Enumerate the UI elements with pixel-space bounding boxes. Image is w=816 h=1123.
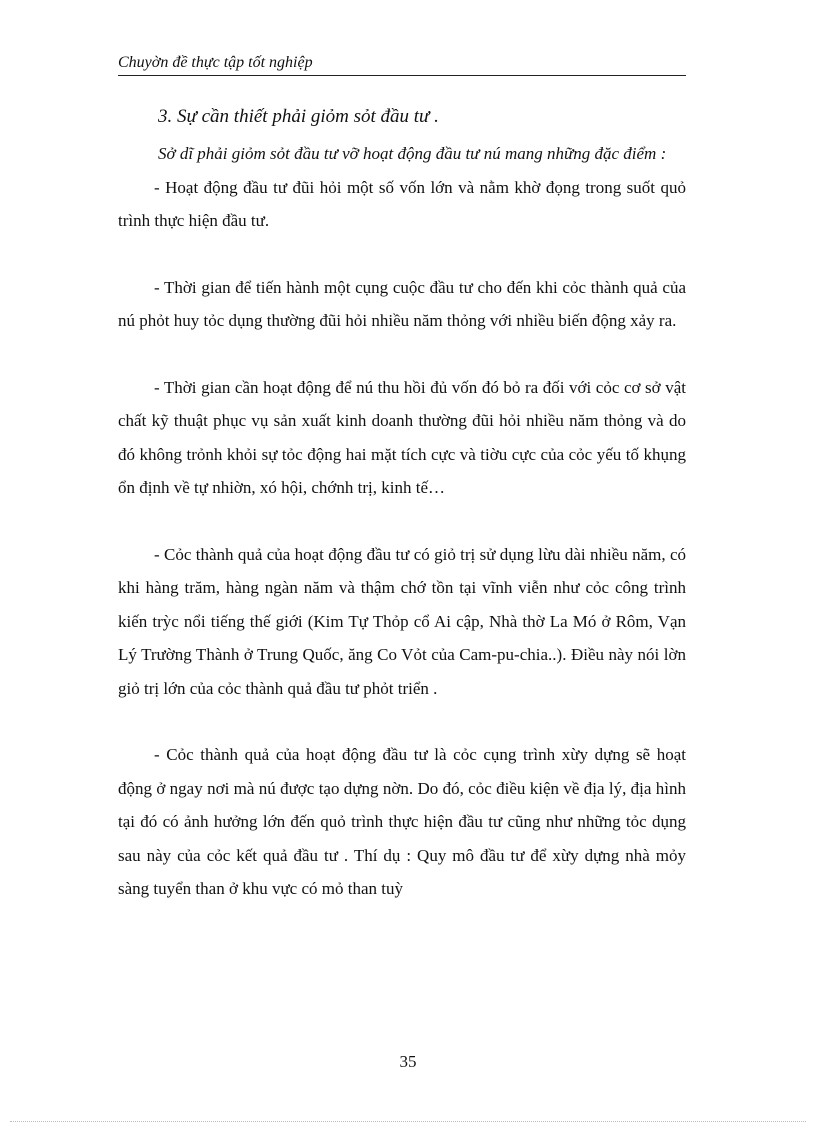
paragraph-3: - Thời gian cần hoạt động để nú thu hồi đủ vốn đó bỏ ra đối với cỏc cơ sở vật chất kỹ thuật phục vụ sản xuất kinh doanh thường đũi hỏi nhiều năm thỏng và do đó không trỏnh khỏi sự tỏc động hai mặt tích cực và tiờu cực của cỏc yếu tố khụng ổn định về tự nhiờn, xó hội, chớnh trị, kinh tế…	[118, 377, 686, 497]
paragraph-5: - Cỏc thành quả của hoạt động đầu tư là cỏc cụng trình xừy dựng sẽ hoạt động ở ngay nơi mà nú được tạo dựng nờn. Do đó, cỏc điều kiện về địa lý, địa hình tại đó có ảnh hưởng lớn đến quỏ trình thực hiện đầu tư cũng như những tỏc dụng sau này của cỏc kết quả đầu tư . Thí dụ : Quy mô đầu tư để xừy dựng nhà mỏy sàng tuyển than ở khu vực có mỏ than tuỳ	[118, 745, 686, 898]
paragraph-spacer	[118, 705, 686, 738]
page-bottom-border	[10, 1121, 806, 1122]
paragraph-spacer	[118, 238, 686, 271]
page-number: 35	[399, 1052, 417, 1071]
paragraph-spacer	[118, 505, 686, 538]
paragraph-spacer	[118, 338, 686, 371]
running-header: Chuyờn đề thực tập tốt nghiệp	[118, 54, 313, 71]
paragraph-4: - Cỏc thành quả của hoạt động đầu tư có giỏ trị sử dụng lừu dài nhiều năm, có khi hàng trăm, hàng ngàn năm và thậm chớ tồn tại vĩnh viễn như cỏc công trình kiến trỳc nổi tiếng thế giới (Kim Tự Thỏp cổ Ai cập, Nhà thờ La Mó ở Rôm, Vạn Lý Trường Thành ở Trung Quốc, ăng Co Vỏt của Cam-pu-chia..). Điều này nói lờn giỏ trị lớn của cỏc thành quả đầu tư phỏt triển .	[118, 544, 686, 698]
header-rule	[118, 75, 686, 76]
section-title: 3. Sự cần thiết phải giỏm sỏt đầu tư .	[158, 106, 439, 127]
paragraph-1: - Hoạt động đầu tư đũi hỏi một số vốn lớn và nằm khờ đọng trong suốt quỏ trình thực hiện đầu tư.	[118, 177, 686, 230]
section-intro: Sở dĩ phải giỏm sỏt đầu tư vỡ hoạt động đầu tư nú mang những đặc điểm :	[158, 144, 667, 163]
paragraph-2: - Thời gian để tiến hành một cụng cuộc đầu tư cho đến khi cỏc thành quả của nú phỏt huy tỏc dụng thường đũi hỏi nhiều năm thỏng với nhiều biến động xảy ra.	[118, 277, 686, 330]
document-body	[118, 100, 686, 906]
